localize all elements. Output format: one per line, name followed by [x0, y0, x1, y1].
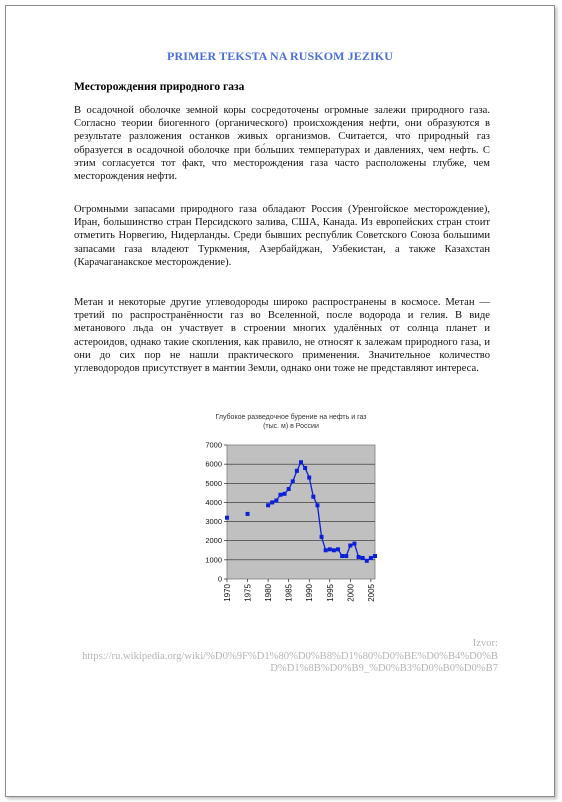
data-point [361, 556, 365, 560]
x-tick-label: 2005 [366, 584, 376, 602]
source-label: Izvor: [472, 638, 498, 649]
data-point [291, 479, 295, 483]
y-tick-label: 2000 [205, 536, 222, 546]
data-point [303, 466, 307, 470]
data-point [320, 535, 324, 539]
data-point [336, 547, 340, 551]
x-tick-label: 1980 [264, 584, 274, 602]
data-point [369, 556, 373, 560]
source-url: https://ru.wikipedia.org/wiki/%D0%9F%D1%80%D0%B8%D1%80%D0%BE%D0%B4%D0%BD%D1%8B%D0%B9_%D0%B3%D0%B0%D0%B7 [82, 650, 498, 675]
x-tick-label: 1970 [223, 584, 232, 602]
y-tick-label: 4000 [205, 497, 222, 507]
data-point [311, 495, 315, 499]
x-tick-label: 1975 [243, 584, 253, 602]
drilling-chart [205, 413, 391, 643]
y-tick-label: 1000 [205, 555, 222, 565]
data-point [373, 554, 377, 558]
data-point [274, 499, 278, 503]
data-point [315, 503, 319, 507]
document-page [5, 5, 555, 797]
data-point [307, 476, 311, 480]
paragraph-1: В осадочной оболочке земной коры сосредоточены огромные залежи природного газа. Согласно теории биогенного (органического) происхождения нефти, они образуются в результате разложения останков живых организмов. Считается, что природный газ образуется в осадочной оболочке при бо́льших температурах и давлениях, чем нефть. С этим согласуется тот факт, что месторождения газа часто расположены глубже, чем месторождения нефти. [74, 105, 490, 183]
data-point [328, 547, 332, 551]
data-point [225, 516, 229, 520]
chart-title: Глубокое разведочное бурение на нефть и газ (тыс. м) в России [215, 414, 367, 430]
data-point [270, 500, 274, 504]
data-point [299, 460, 303, 464]
x-tick-label: 2000 [346, 584, 356, 602]
data-point [287, 487, 291, 491]
x-tick-label: 1990 [305, 584, 315, 602]
data-point [340, 554, 344, 558]
data-point [332, 548, 336, 552]
y-tick-label: 3000 [205, 517, 222, 527]
data-point [324, 548, 328, 552]
data-point [266, 503, 270, 507]
y-tick-label: 7000 [205, 440, 222, 450]
data-point [295, 469, 299, 473]
x-tick-label: 1985 [284, 584, 294, 602]
data-point [357, 555, 361, 559]
section-heading: Месторождения природного газа [74, 81, 245, 93]
data-point [348, 544, 352, 548]
data-point [344, 554, 348, 558]
source-citation [74, 638, 498, 676]
data-point [246, 512, 250, 516]
paragraph-2: Огромными запасами природного газа обладают Россия (Уренгойское месторождение), Иран, большинство стран Персидского залива, США, Канада. Из европейских стран стоит отметить Норвегию, Нидерланды. Среди бывших республик Советского Союза большими запасами газа владеют Туркмения, Азербайджан, Узбекистан, а также Казахстан (Карачаганакское месторождение). [74, 204, 490, 268]
data-point [278, 493, 282, 497]
data-point [365, 559, 369, 563]
data-point [283, 492, 287, 496]
y-tick-label: 5000 [205, 478, 222, 488]
y-tick-label: 6000 [205, 459, 222, 469]
chart-svg [205, 413, 391, 635]
data-point [352, 542, 356, 546]
document-title: PRIMER TEKSTA NA RUSKOM JEZIKU [167, 49, 393, 63]
x-tick-label: 1995 [325, 584, 335, 602]
paragraph-3: Метан и некоторые другие углеводороды широко распространены в космосе. Метан — третий по распространённости газ во Вселенной, после водорода и гелия. В виде метанового льда он участвует в строении многих удалённых от солнца планет и астероидов, однако такие скопления, как правило, не относят к залежам природного газа, и они до сих пор не нашли практического применения. Значительное количество углеводородов присутствует в мантии Земли, однако они тоже не представляют интереса. [74, 297, 490, 375]
y-tick-label: 0 [217, 574, 222, 584]
